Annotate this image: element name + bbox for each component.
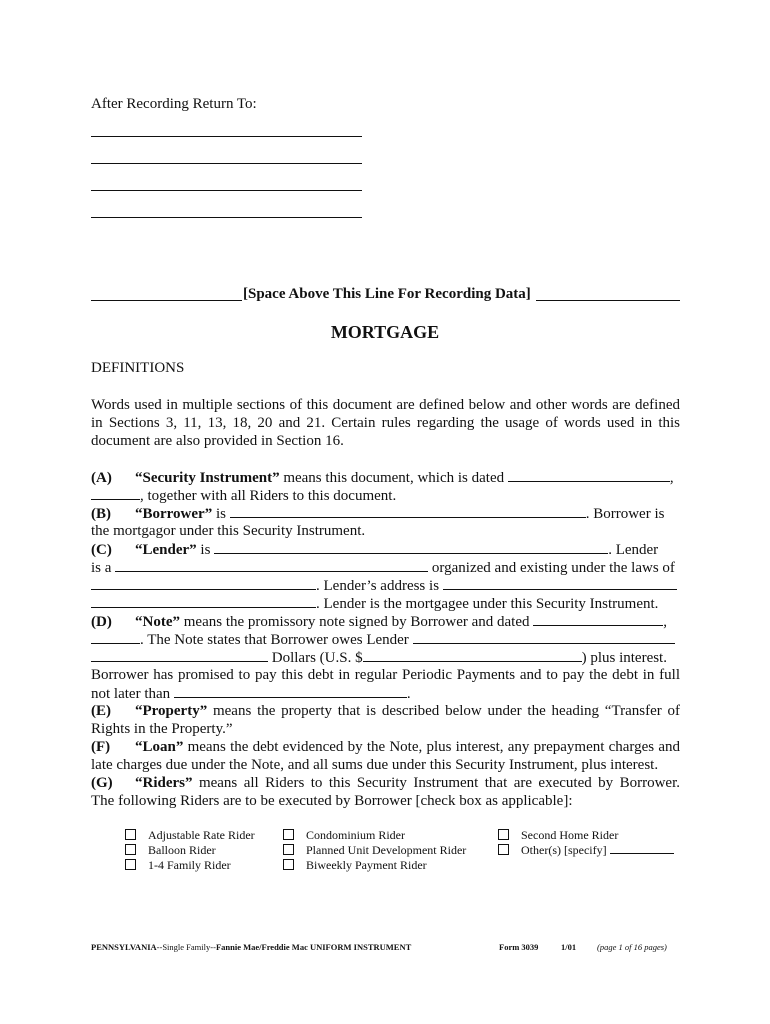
def-e-label: (E) bbox=[91, 703, 111, 719]
rider-label: Condominium Rider bbox=[306, 828, 405, 842]
def-g-label: (G) bbox=[91, 775, 113, 791]
recording-divider-right bbox=[536, 300, 680, 301]
note-amount-dollars-field[interactable] bbox=[363, 648, 582, 662]
rider-planned-unit-development[interactable] bbox=[283, 843, 466, 858]
lender-jurisdiction-field[interactable] bbox=[91, 576, 316, 590]
def-d-text-4: ) plus interest. bbox=[581, 650, 667, 666]
def-f-label: (F) bbox=[91, 739, 111, 755]
rider-other[interactable] bbox=[498, 843, 674, 858]
rider-label: Second Home Rider bbox=[521, 828, 619, 842]
def-a-line-2 bbox=[91, 486, 680, 505]
rider-label: Adjustable Rate Rider bbox=[148, 828, 255, 842]
checkbox-icon[interactable] bbox=[125, 859, 136, 870]
def-c-text-6: . Lender is the mortgagee under this Security Instrument. bbox=[316, 596, 659, 612]
rider-label: Other(s) [specify] bbox=[521, 843, 607, 857]
def-e-line-1 bbox=[91, 702, 680, 720]
security-instrument-date-field[interactable] bbox=[508, 468, 670, 482]
return-address-line-4[interactable] bbox=[91, 217, 362, 218]
def-c-term: “Lender” bbox=[135, 542, 197, 558]
definitions-heading: DEFINITIONS bbox=[91, 360, 185, 376]
lender-name-field[interactable] bbox=[214, 540, 608, 554]
def-a-text-1: means this document, which is dated bbox=[283, 470, 505, 486]
footer-form: Form 3039 bbox=[499, 942, 539, 952]
def-e-text-1: means the property that is described below under the heading “Transfer of bbox=[212, 703, 680, 719]
other-rider-specify-field[interactable] bbox=[610, 843, 674, 854]
def-d-term: “Note” bbox=[135, 614, 180, 630]
rider-balloon[interactable] bbox=[125, 843, 216, 858]
rider-label: Balloon Rider bbox=[148, 843, 216, 857]
def-c-text-1: is bbox=[200, 542, 211, 558]
rider-1-4-family[interactable] bbox=[125, 858, 231, 873]
footer-pages: (page 1 of 16 pages) bbox=[597, 942, 667, 952]
space-above-label: [Space Above This Line For Recording Data] bbox=[243, 286, 531, 302]
footer-family: --Single Family-- bbox=[156, 942, 216, 952]
def-d-text-2: . The Note states that Borrower owes Lender bbox=[140, 632, 409, 648]
rider-label: 1-4 Family Rider bbox=[148, 858, 231, 872]
footer-state: PENNSYLVANIA bbox=[91, 942, 157, 952]
def-d-line-3 bbox=[91, 648, 680, 667]
def-f-text-1: means the debt evidenced by the Note, plus interest, any prepayment charges and bbox=[187, 739, 681, 755]
return-address-line-2[interactable] bbox=[91, 163, 362, 164]
def-c-line-4 bbox=[91, 594, 680, 613]
footer-instrument bbox=[91, 942, 411, 953]
def-g-term: “Riders” bbox=[135, 775, 193, 791]
rider-condominium[interactable] bbox=[283, 828, 405, 843]
note-date-field[interactable] bbox=[533, 612, 663, 626]
def-d-line-2 bbox=[91, 630, 680, 649]
def-f-text-2: late charges due under the Note, and all sums due under this Security Instrument, plus interest. bbox=[91, 757, 659, 773]
checkbox-icon[interactable] bbox=[283, 829, 294, 840]
def-d-text-6: not later than bbox=[91, 686, 171, 702]
def-d-line-6: not later than . bbox=[91, 686, 411, 702]
def-c-line-3 bbox=[91, 576, 680, 595]
def-f-line-1 bbox=[91, 738, 680, 756]
note-amount-words-field-2[interactable] bbox=[91, 648, 268, 662]
security-instrument-year-field[interactable] bbox=[91, 486, 140, 500]
checkbox-icon[interactable] bbox=[498, 844, 509, 855]
def-a-line-1: (A) “Security Instrument” means this document, which is dated , bbox=[91, 470, 674, 486]
def-b-text-2: . Borrower is bbox=[585, 506, 665, 522]
lender-entity-type-field[interactable] bbox=[115, 558, 428, 572]
def-g-line-1 bbox=[91, 774, 680, 792]
recording-divider-left bbox=[91, 300, 242, 301]
def-b-text-3: the mortgagor under this Security Instrument. bbox=[91, 523, 366, 539]
def-b-text-1: is bbox=[215, 506, 226, 522]
note-amount-words-field[interactable] bbox=[413, 630, 675, 644]
intro-line-1: Words used in multiple sections of this document are defined below and other words are defined bbox=[91, 397, 680, 413]
checkbox-icon[interactable] bbox=[283, 859, 294, 870]
def-d-text-3: Dollars (U.S. $ bbox=[271, 650, 363, 666]
def-a-text-2: , together with all Riders to this document. bbox=[140, 488, 397, 504]
footer-instrument-name: Fannie Mae/Freddie Mac UNIFORM INSTRUMENT bbox=[215, 942, 412, 952]
def-b-label: (B) bbox=[91, 506, 111, 522]
checkbox-icon[interactable] bbox=[498, 829, 509, 840]
lender-address-field-2[interactable] bbox=[91, 594, 316, 608]
def-d-label: (D) bbox=[91, 614, 112, 630]
def-g-text-1: means all Riders to this Security Instrument that are executed by Borrower. bbox=[198, 775, 681, 791]
lender-address-field[interactable] bbox=[443, 576, 677, 590]
note-maturity-date-field[interactable] bbox=[174, 684, 407, 698]
checkbox-icon[interactable] bbox=[125, 844, 136, 855]
def-e-text-2: Rights in the Property.” bbox=[91, 721, 233, 737]
def-g-text-2: The following Riders are to be executed by Borrower [check box as applicable]: bbox=[91, 793, 573, 809]
checkbox-icon[interactable] bbox=[283, 844, 294, 855]
def-c-line-1 bbox=[91, 540, 680, 559]
return-address-line-1[interactable] bbox=[91, 136, 362, 137]
intro-line-3: document are also provided in Section 16. bbox=[91, 433, 344, 449]
rider-label: Biweekly Payment Rider bbox=[306, 858, 427, 872]
document-title: MORTGAGE bbox=[330, 322, 440, 342]
def-c-text-3: is a bbox=[91, 560, 112, 576]
def-a-term: “Security Instrument” bbox=[135, 470, 280, 486]
footer-date: 1/01 bbox=[561, 942, 577, 952]
checkbox-icon[interactable] bbox=[125, 829, 136, 840]
rider-label: Planned Unit Development Rider bbox=[306, 843, 467, 857]
def-f-term: “Loan” bbox=[135, 739, 184, 755]
borrower-name-field[interactable] bbox=[230, 504, 586, 518]
def-c-text-2: . Lender bbox=[608, 542, 659, 558]
return-to-label: After Recording Return To: bbox=[91, 96, 257, 112]
note-year-field[interactable] bbox=[91, 630, 140, 644]
def-d-line-1: (D) “Note” means the promissory note signed by Borrower and dated , bbox=[91, 614, 668, 630]
return-address-line-3[interactable] bbox=[91, 190, 362, 191]
rider-biweekly-payment[interactable] bbox=[283, 858, 427, 873]
def-a-label: (A) bbox=[91, 470, 112, 486]
def-e-term: “Property” bbox=[135, 703, 208, 719]
def-d-text-1: means the promissory note signed by Borrower and dated bbox=[183, 614, 530, 630]
rider-second-home[interactable] bbox=[498, 828, 618, 843]
def-c-line-2 bbox=[91, 558, 680, 577]
def-d-text-5: Borrower has promised to pay this debt in regular Periodic Payments and to pay the debt in full bbox=[91, 667, 680, 683]
intro-line-2: in Sections 3, 11, 13, 18, 20 and 21. Certain rules regarding the usage of words used in this bbox=[91, 415, 680, 431]
def-b-line-1 bbox=[91, 504, 680, 523]
def-c-label: (C) bbox=[91, 542, 112, 558]
def-b-term: “Borrower” bbox=[135, 506, 213, 522]
def-c-text-4: organized and existing under the laws of bbox=[431, 560, 675, 576]
rider-adjustable-rate[interactable] bbox=[125, 828, 255, 843]
def-c-text-5: . Lender’s address is bbox=[316, 578, 440, 594]
